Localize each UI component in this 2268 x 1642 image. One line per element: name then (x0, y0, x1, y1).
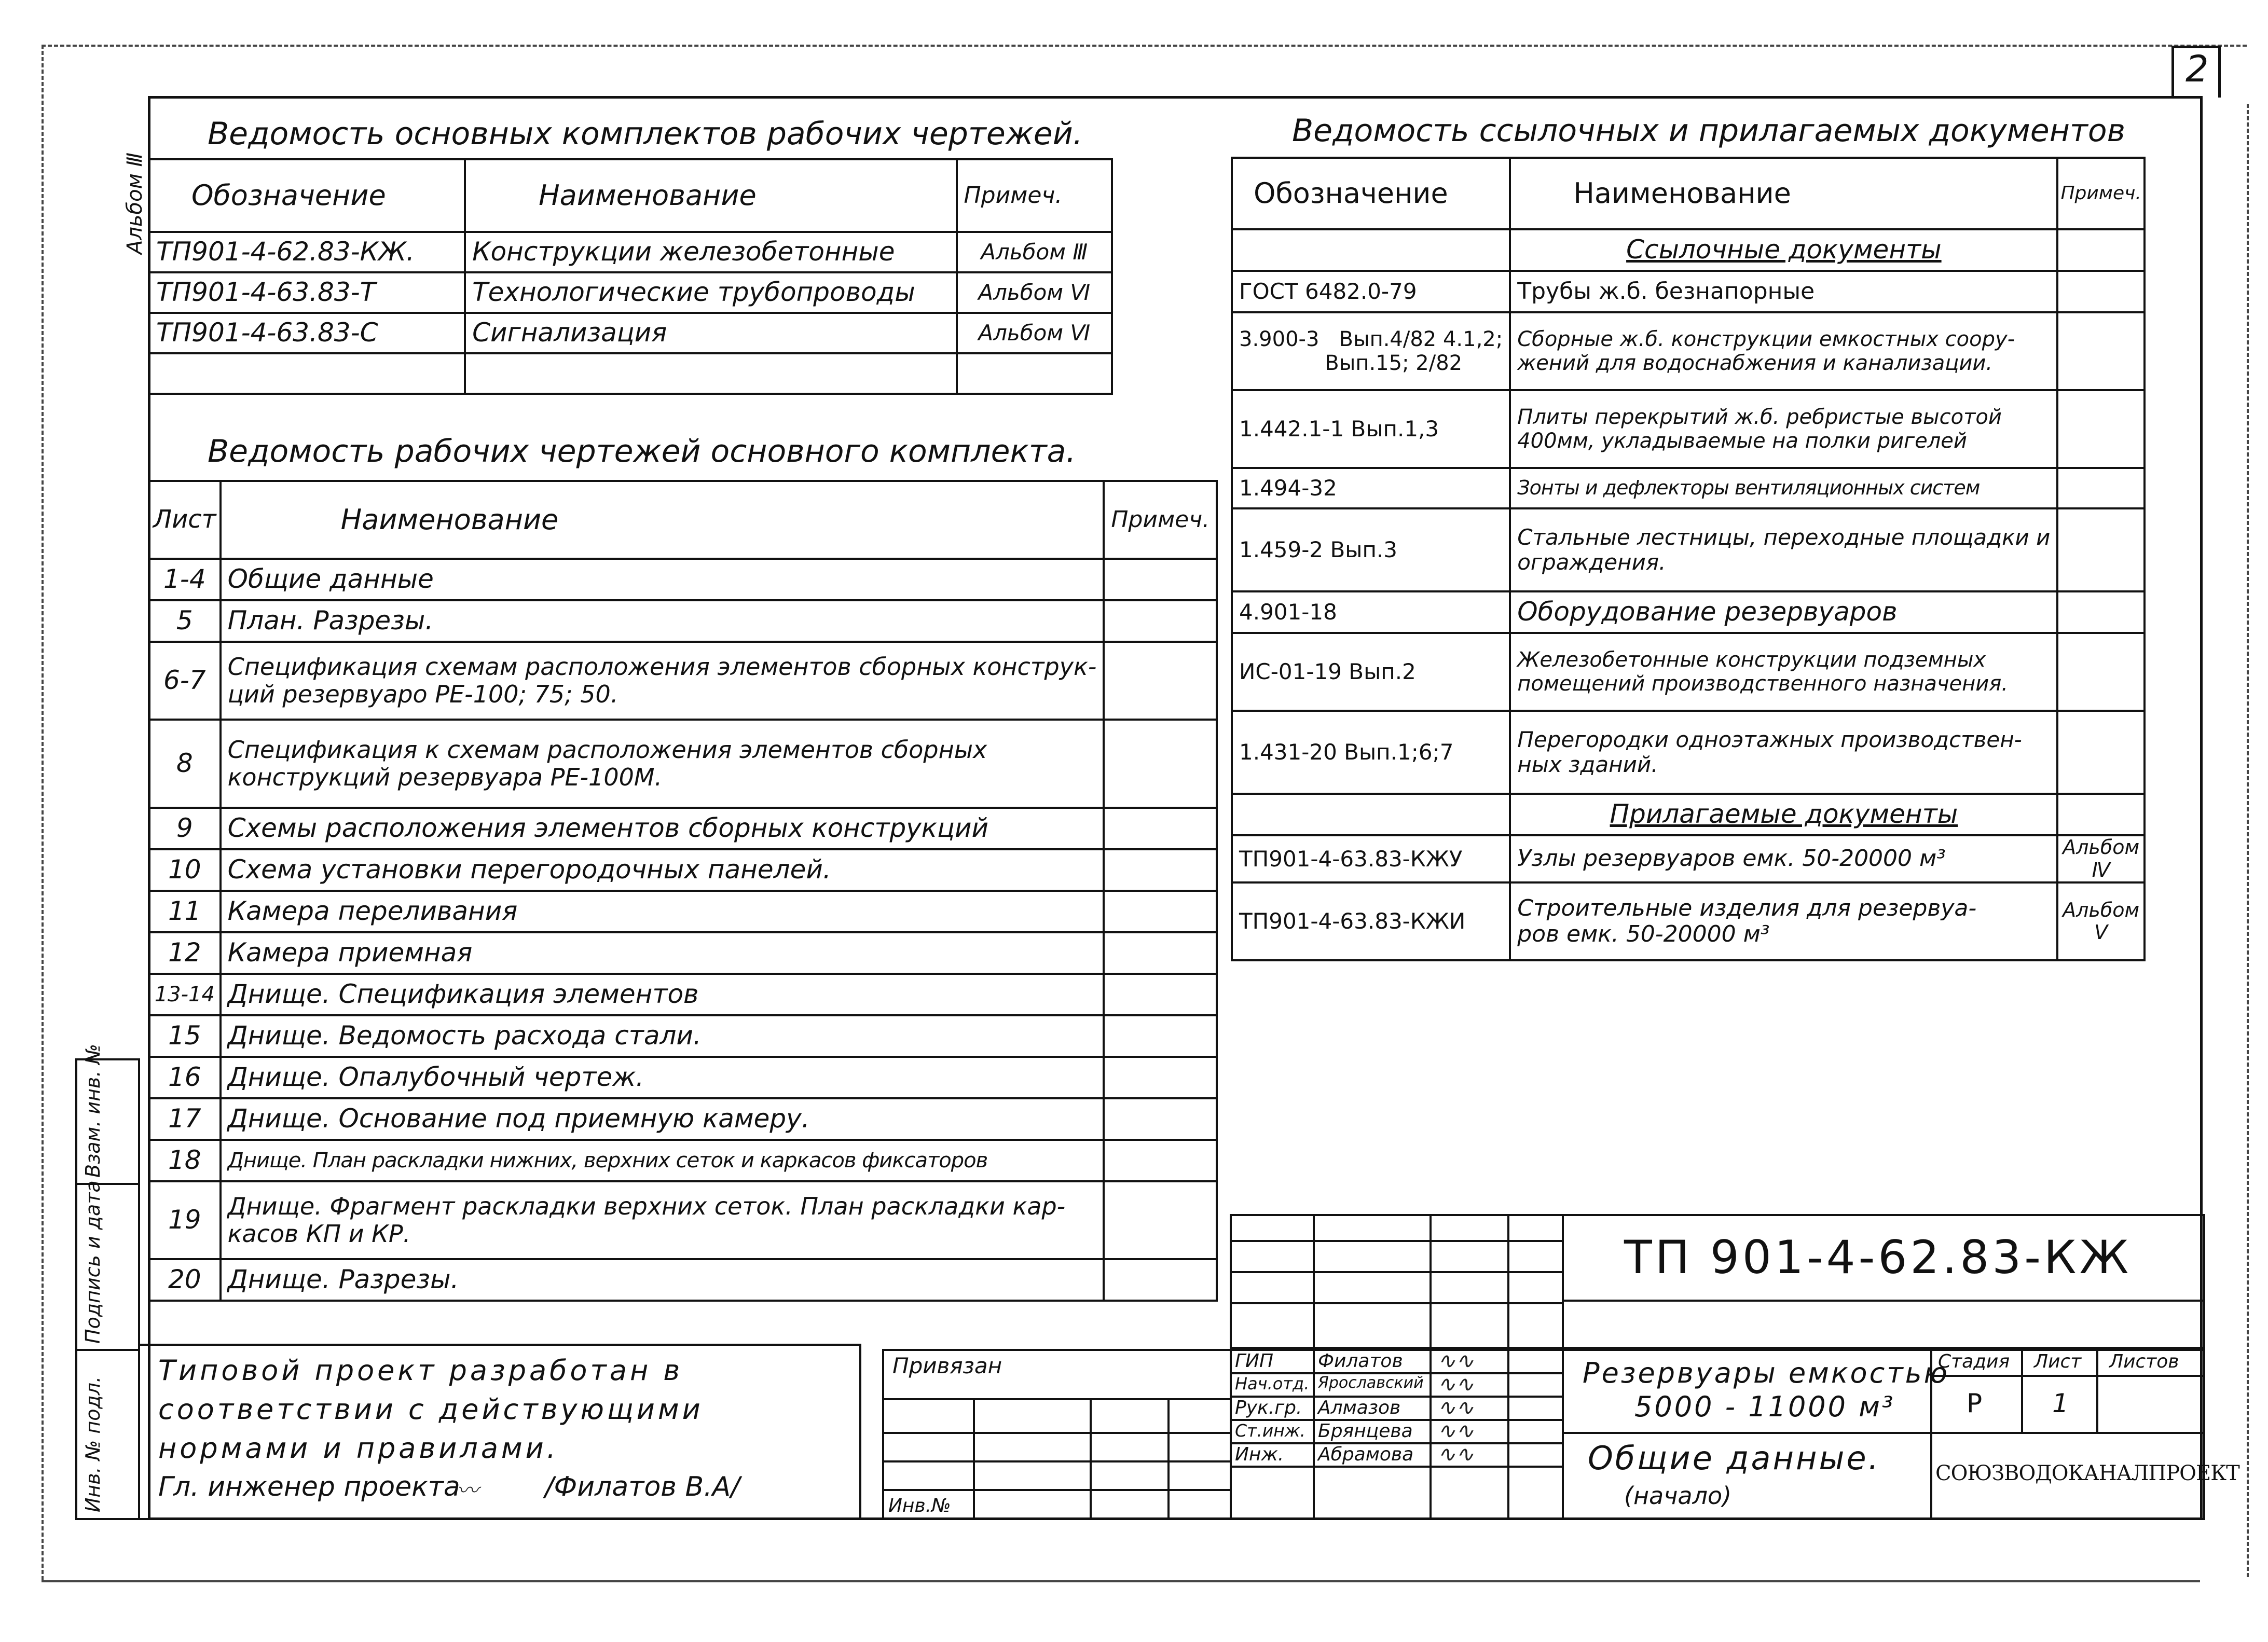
table-cell: Днище. Основание под приемную камеру. (221, 1098, 1104, 1140)
table-cell (1104, 1181, 1217, 1259)
table-cell: ТП901-4-63.83-КЖИ (1232, 882, 1510, 960)
table-cell: 1-4 (149, 559, 221, 600)
grid-line (973, 1398, 975, 1520)
grid-line (1230, 1466, 1562, 1468)
table-cell: Днище. План раскладки нижних, верхних сеток и каркасов фиксаторов (221, 1140, 1104, 1181)
header-name: Наименование (1510, 158, 2057, 229)
table-cell (1232, 794, 1510, 835)
organization: СОЮЗВОДОКАНАЛПРОЕКТ (1935, 1461, 2239, 1485)
table-cell: Схема установки перегородочных панелей. (221, 849, 1104, 891)
table-cell: Альбом Ⅲ (957, 232, 1112, 272)
grid-line (1429, 1214, 1432, 1349)
role-inzh: Инж. (1235, 1444, 1284, 1465)
grid-line (1313, 1349, 1315, 1520)
table-cell: 13-14 (149, 974, 221, 1015)
table-cell: Альбом Ⅴ (2057, 882, 2144, 960)
table-cell: План. Разрезы. (221, 600, 1104, 642)
grid-line (1562, 1214, 1564, 1349)
role-gip: ГИП (1235, 1350, 1274, 1372)
table-cell (1104, 808, 1217, 849)
left-stamp-replace: Взам. инв. № (81, 1043, 104, 1178)
grid-line (882, 1432, 1230, 1434)
sheets-label: Листов (2109, 1351, 2179, 1372)
table-cell: ТП901-4-63.83-Т (149, 272, 465, 313)
engineer-label: Гл. инженер проекта (158, 1471, 460, 1502)
grid-line (2096, 1349, 2098, 1432)
table-cell: 4.901-18 (1232, 591, 1510, 633)
table-cell (1104, 600, 1217, 642)
table-cell: 5 (149, 600, 221, 642)
sheet-title-1: Общие данные. (1588, 1439, 1881, 1477)
grid-line (1562, 1432, 2205, 1434)
table-cell: Трубы ж.б. безнапорные (1510, 271, 2057, 312)
table-cell: Зонты и дефлекторы вентиляционных систем (1510, 468, 2057, 508)
header-designation: Обозначение (1232, 158, 1510, 229)
header-note: Примеч. (2057, 158, 2144, 229)
table-cell (1104, 932, 1217, 974)
table-cell (1104, 1057, 1217, 1098)
sheets-table (148, 480, 1218, 1302)
table-cell: Плиты перекрытий ж.б. ребристые высотой 400мм, укладываемые на полки ригелей (1510, 390, 2057, 468)
table-cell: ТП901-4-62.83-КЖ. (149, 232, 465, 272)
grid-line (1930, 1375, 2205, 1377)
table-cell (1104, 1259, 1217, 1301)
table-cell (2057, 468, 2144, 508)
table-cell (2057, 390, 2144, 468)
table-cell: 15 (149, 1015, 221, 1057)
grid-line (1230, 1271, 1562, 1273)
table-cell: Сборные ж.б. конструкции емкостных соору- жений для водоснабжения и канализации. (1510, 312, 2057, 390)
name-filatov: Филатов (1318, 1350, 1403, 1372)
table-cell (2057, 508, 2144, 591)
table-cell: 1.459-2 Вып.3 (1232, 508, 1510, 591)
grid-line (1562, 1300, 2205, 1302)
name-bryantseva: Брянцева (1318, 1420, 1413, 1442)
section-ref-label: Ссылочные документы (1510, 229, 2057, 271)
sheet-number: 2 (2185, 48, 2209, 90)
table-cell (2057, 794, 2144, 835)
table-cell (1104, 974, 1217, 1015)
table-cell: Днище. Опалубочный чертеж. (221, 1057, 1104, 1098)
engineer-name: /Филатов В.А/ (545, 1471, 740, 1502)
table-cell: Днище. Ведомость расхода стали. (221, 1015, 1104, 1057)
table-cell (1104, 1140, 1217, 1181)
table-cell: Схемы расположения элементов сборных конструкций (221, 808, 1104, 849)
table-cell: Общие данные (221, 559, 1104, 600)
signature-icon: ∿∿ (1437, 1441, 1474, 1467)
grid-line (1230, 1302, 1562, 1304)
object-line-2: 5000 - 11000 м³ (1634, 1390, 1895, 1423)
privyazan-label: Привязан (892, 1353, 1002, 1378)
header-name: Наименование (465, 159, 956, 232)
sheets-title: Ведомость рабочих чертежей основного комплекта. (208, 433, 1076, 470)
header-name: Наименование (221, 481, 1104, 559)
table-cell: Альбом Ⅵ (957, 272, 1112, 313)
table-cell: Днище. Фрагмент раскладки верхних сеток. План раскладки кар- касов КП и КР. (221, 1181, 1104, 1259)
table-cell: 6-7 (149, 642, 221, 720)
table-cell (1232, 229, 1510, 271)
table-cell: Днище. Разрезы. (221, 1259, 1104, 1301)
table-cell: ТП901-4-63.83-КЖУ (1232, 835, 1510, 882)
grid-line (1313, 1214, 1315, 1349)
grid-line (1562, 1349, 1564, 1520)
table-cell: 11 (149, 891, 221, 932)
table-cell: 10 (149, 849, 221, 891)
table-cell: 8 (149, 720, 221, 808)
header-sheet: Лист (149, 481, 221, 559)
table-cell: 17 (149, 1098, 221, 1140)
outer-frame-right-dash (2247, 104, 2249, 1577)
header-note: Примеч. (1104, 481, 1217, 559)
table-cell: 16 (149, 1057, 221, 1098)
note-line-3: нормами и правилами. (158, 1432, 559, 1465)
table-cell: Спецификация к схемам расположения элементов сборных конструкций резервуара РЕ-100М. (221, 720, 1104, 808)
table-cell: 9 (149, 808, 221, 849)
table-cell (957, 353, 1112, 394)
table-cell (2057, 633, 2144, 711)
table-cell (2057, 229, 2144, 271)
grid-line (1429, 1349, 1432, 1520)
table-cell: Камера переливания (221, 891, 1104, 932)
table-cell: ГОСТ 6482.0-79 (1232, 271, 1510, 312)
grid-line (1507, 1214, 1509, 1349)
table-cell (1104, 559, 1217, 600)
table-cell (2057, 591, 2144, 633)
grid-line (882, 1489, 1230, 1491)
table-cell (2057, 711, 2144, 794)
outer-frame-bottom (42, 1580, 2200, 1582)
signature-icon: ∿∿ (1437, 1371, 1474, 1397)
table-cell: Альбом Ⅳ (2057, 835, 2144, 882)
table-cell: 18 (149, 1140, 221, 1181)
title-code: ТП 901-4-62.83-КЖ (1624, 1231, 2132, 1284)
object-line-1: Резервуары емкостью (1583, 1357, 1949, 1389)
table-cell (1104, 642, 1217, 720)
table-cell: 3.900-3 Вып.4/82 4.1,2; Вып.15; 2/82 (1232, 312, 1510, 390)
role-st-inzh: Ст.инж. (1235, 1420, 1305, 1441)
table-cell (1104, 891, 1217, 932)
table-cell (2057, 271, 2144, 312)
grid-line (1230, 1349, 1232, 1520)
table-cell: Перегородки одноэтажных производствен- ных зданий. (1510, 711, 2057, 794)
grid-line (1507, 1349, 1509, 1520)
table-cell: Конструкции железобетонные (465, 232, 956, 272)
table-cell: 1.494-32 (1232, 468, 1510, 508)
table-cell: Спецификация схемам расположения элементов сборных конструк- ций резервуаро РЕ-100; 75; 50. (221, 642, 1104, 720)
signature-icon: ∿∿ (1437, 1395, 1474, 1420)
engineer-signature-icon: 〰 (457, 1478, 479, 1503)
note-line-1: Типовой проект разработан в (158, 1354, 683, 1387)
album-mark: Альбом Ⅲ (123, 152, 147, 254)
signature-icon: ∿∿ (1437, 1418, 1474, 1443)
main-sets-table (148, 158, 1113, 395)
table-cell: Строительные изделия для резервуа- ров емк. 50-20000 м³ (1510, 882, 2057, 960)
stage-value: Р (1967, 1388, 1983, 1418)
section-att-label: Прилагаемые документы (1510, 794, 2057, 835)
name-almazov: Алмазов (1318, 1397, 1401, 1418)
main-sets-title: Ведомость основных комплектов рабочих чертежей. (208, 116, 1083, 152)
table-cell: 1.431-20 Вып.1;6;7 (1232, 711, 1510, 794)
table-cell: 19 (149, 1181, 221, 1259)
table-cell: 20 (149, 1259, 221, 1301)
grid-line (882, 1398, 1230, 1400)
table-cell: Камера приемная (221, 932, 1104, 974)
outer-frame-left-dash (42, 45, 44, 1580)
grid-line (1230, 1240, 1562, 1242)
table-cell (1104, 849, 1217, 891)
table-cell (465, 353, 956, 394)
grid-line (1167, 1398, 1170, 1520)
grid-line (2021, 1349, 2023, 1432)
table-cell (1104, 1098, 1217, 1140)
table-cell (1104, 1015, 1217, 1057)
inv-label: Инв.№ (888, 1495, 951, 1516)
table-cell: ИС-01-19 Вып.2 (1232, 633, 1510, 711)
table-cell: 1.442.1-1 Вып.1,3 (1232, 390, 1510, 468)
table-cell: Технологические трубопроводы (465, 272, 956, 313)
table-cell: ТП901-4-63.83-С (149, 313, 465, 353)
header-note: Примеч. (957, 159, 1112, 232)
signature-icon: ∿∿ (1437, 1348, 1474, 1373)
name-abramova: Абрамова (1318, 1444, 1414, 1465)
role-ruk-gr: Рук.гр. (1235, 1397, 1302, 1418)
sheet-value: 1 (2052, 1388, 2069, 1418)
table-cell: Стальные лестницы, переходные площадки и ограждения. (1510, 508, 2057, 591)
table-cell (2057, 312, 2144, 390)
header-designation: Обозначение (149, 159, 465, 232)
table-cell: Альбом Ⅵ (957, 313, 1112, 353)
table-cell (149, 353, 465, 394)
table-cell (1104, 720, 1217, 808)
left-stamp-inv: Инв. № подл. (81, 1376, 104, 1512)
grid-line (1090, 1398, 1092, 1520)
table-cell: Оборудование резервуаров (1510, 591, 2057, 633)
sheet-label: Лист (2034, 1351, 2082, 1372)
table-cell: Днище. Спецификация элементов (221, 974, 1104, 1015)
table-cell: 12 (149, 932, 221, 974)
outer-frame-top-dash (42, 45, 2247, 47)
role-nach-otd: Нач.отд. (1235, 1374, 1310, 1393)
ref-docs-table (1231, 157, 2146, 961)
name-yaroslavsky: Ярославский (1318, 1374, 1424, 1392)
note-line-2: соответствии с действующими (158, 1393, 704, 1426)
stage-label: Стадия (1938, 1351, 2010, 1372)
grid-line (882, 1460, 1230, 1462)
table-cell: Железобетонные конструкции подземных помещений производственного назначения. (1510, 633, 2057, 711)
table-cell: Узлы резервуаров емк. 50-20000 м³ (1510, 835, 2057, 882)
table-cell: Сигнализация (465, 313, 956, 353)
ref-docs-title: Ведомость ссылочных и прилагаемых документов (1292, 113, 2125, 149)
left-stamp-sign: Подпись и дата (81, 1180, 104, 1344)
sheet-title-2: (начало) (1624, 1482, 1732, 1510)
